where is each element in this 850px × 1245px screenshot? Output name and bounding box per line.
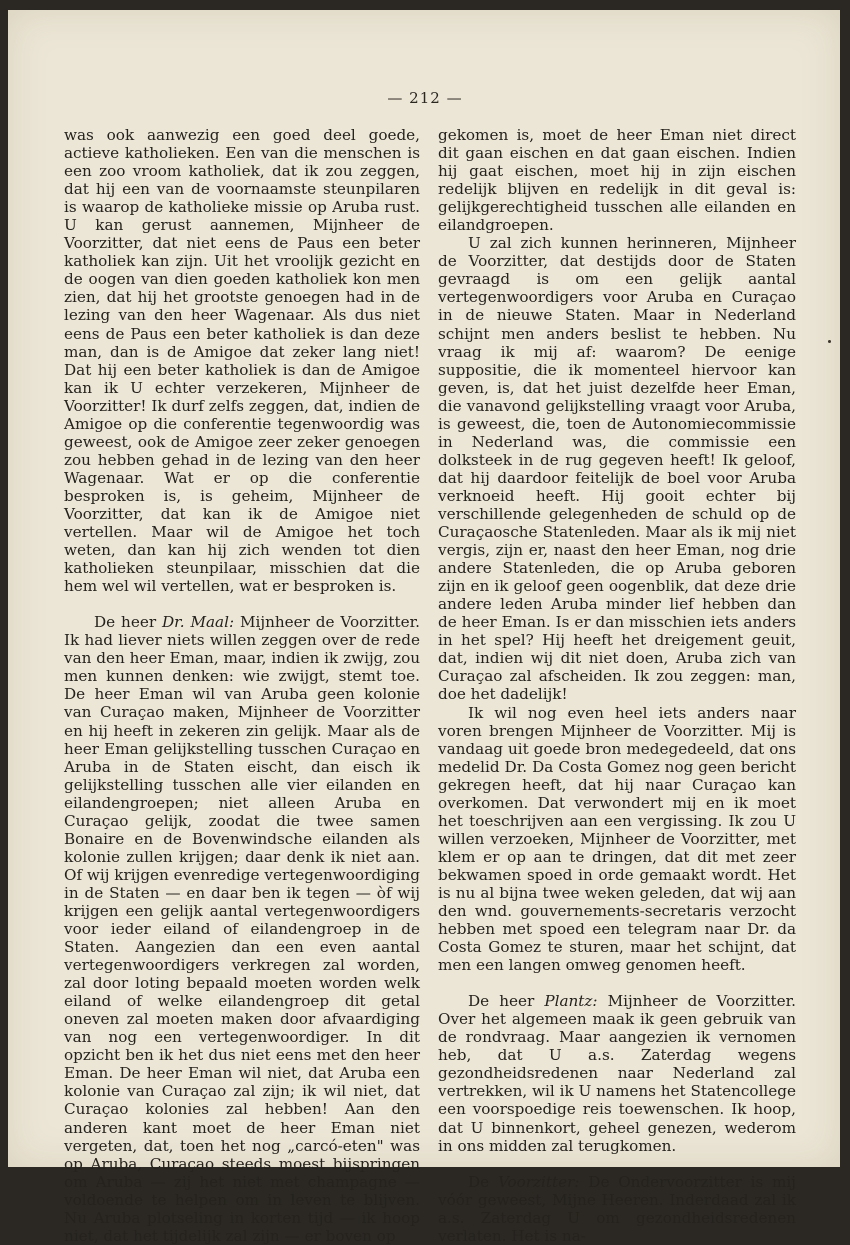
left-column	[64, 126, 420, 1245]
paragraph: gekomen is, moet de heer Eman niet direct dit gaan eischen en dat gaan eischen. Indien hij gaat eischen, moet hij in zijn eischen redelijk blijven en redelijk in dit geval is: gelijkgerechtigheid tusschen alle eilanden en eilandgroepen.	[438, 126, 796, 235]
speaker-name: Voorzitter:	[497, 1172, 580, 1191]
paragraph-dr-maal	[64, 613, 420, 1245]
paragraph-prefix: De	[468, 1172, 498, 1191]
paragraph: Ik wil nog even heel iets anders naar voren brengen Mijnheer de Voorzitter. Mij is vandaag uit goede bron medegedeeld, dat ons medelid Dr. Da Costa Gomez nog geen bericht gekregen heeft, dat hij naar Curaçao kan overkomen. Dat verwondert mij en ik moet het toeschrijven aan een vergissing. Ik zou U willen verzoeken, Mijnheer de Voorzitter, met klem er op aan te dringen, dat dit met zeer bekwamen spoed in orde gemaakt wordt. Het is nu al bijna twee weken geleden, dat wij aan den wnd. gouvernements-secretaris verzocht hebben met spoed een telegram naar Dr. da Costa Gomez te sturen, maar het schijnt, dat men een langen omweg genomen heeft.	[438, 703, 796, 975]
speaker-name: Dr. Maal:	[161, 613, 235, 632]
paragraph-text: Mijnheer de Voorzitter. Over het algemeen maak ik geen gebruik van de rondvraag. Maar aangezien ik vernomen heb, dat U a.s. Zaterdag wegens gezondheidsredenen naar Nederland zal vertrekken, wil ik U namens het Statencollege een voorspoedige reis toewenschen. Ik hoop, dat U binnenkort, geheel genezen, wederom in ons midden zal terugkomen.	[438, 992, 797, 1155]
paragraph: U zal zich kunnen herinneren, Mijnheer de Voorzitter, dat destijds door de Staten gevraagd is om een gelijk aantal vertegenwoordigers voor Aruba en Curaçao in de nieuwe Staten. Maar in Nederland schijnt men anders beslist te hebben. Nu vraag ik mij af: waarom? De eenige suppositie, die ik momenteel hiervoor kan geven, is, dat het juist dezelfde heer Eman, die vanavond gelijkstelling vraagt voor Aruba, is geweest, die, toen de Autonomiecommissie in Nederland was, die commissie een dolksteek in de rug gegeven heeft! Ik geloof, dat hij daardoor feitelijk de boel voor Aruba verknoeid heeft. Hij gooit echter bij verschillende gelegenheden de schuld op de Curaçaosche Statenleden. Maar als ik mij niet vergis, zijn er, naast den heer Eman, nog drie andere Statenleden, die op Aruba geboren zijn en ik geloof geen oogenblik, dat deze drie andere leden Aruba minder lief hebben dan de heer Eman. Is er dan misschien iets anders in het spel? Hij heeft het dreigement geuit, dat, indien wij dit niet doen, Aruba zich van Curaçao zal afscheiden. Ik zou zeggen: man, doe het dadelijk!	[438, 234, 796, 704]
paragraph-text: De Ondervoorzitter is mij vóór geweest, Mijne Heeren. Inderdaad zal ik a.s. Zaterdag U om gezondheidsredenen verlaten. Het is na-	[438, 1172, 796, 1245]
paragraph-prefix: De heer	[94, 613, 162, 632]
paragraph-voorzitter	[438, 1173, 796, 1245]
paragraph-prefix: De heer	[468, 992, 545, 1011]
speaker-name: Plantz:	[544, 992, 598, 1011]
paragraph-plantz	[438, 992, 796, 1154]
right-column	[438, 126, 796, 1245]
paragraph-text: Mijnheer de Voorzitter. Ik had liever niets willen zeggen over de rede van den heer Eman, maar, indien ik zwijg, zou men kunnen denken: wie zwijgt, stemt toe. De heer Eman wil van Aruba geen kolonie van Curaçao maken, Mijnheer de Voorzitter en hij heeft in zekeren zin gelijk. Maar als de heer Eman gelijkstelling tusschen Curaçao en Aruba in de Staten eischt, dan eisch ik gelijkstelling tusschen alle vier eilanden en eilandengroepen; niet alleen Aruba en Curaçao gelijk, zoodat die twee samen Bonaire en de Bovenwindsche eilanden als kolonie zullen krijgen; daar denk ik niet aan. Of wij krijgen evenredige vertegenwoordiging in de Staten — en daar ben ik tegen — òf wij krijgen een gelijk aantal vertegenwoordigers voor ieder eiland of eilandengroep in de Staten. Aangezien dan een even aantal vertegenwoordigers verkregen zal worden, zal door loting bepaald moeten worden welk eiland of welke eilandengroep dit getal oneven zal moeten maken door afvaardiging van nog een vertegenwoordiger. In dit opzicht ben ik het dus niet eens met den heer Eman. De heer Eman wil niet, dat Aruba een kolonie van Curaçao zal zijn; ik wil niet, dat Curaçao kolonies zal hebben! Aan den anderen kant moet de heer Eman niet vergeten, dat, toen het nog „carcó-eten" was op Aruba, Curaçao steeds moest bijspringen om Aruba — zij het niet met champagne — voldoende te helpen om in leven te blijven. Nu Aruba plotseling in korten tijd — ik hoop niet, dat het tijdelijk zal zijn — er boven op	[64, 613, 420, 1245]
paper-speck	[828, 340, 831, 343]
page-number: — 212 —	[387, 89, 463, 107]
paragraph: was ook aanwezig een goed deel goede, actieve katholieken. Een van die menschen is een zoo vroom katholiek, dat ik zou zeggen, dat hij een van de voornaamste steunpilaren is waarop de katholieke missie op Aruba rust. U kan gerust aannemen, Mijnheer de Voorzitter, dat niet eens de Paus een beter katholiek kan zijn. Uit het vroolijk gezicht en de oogen van dien goeden katholiek kon men zien, dat hij het grootste genoegen had in de lezing van den heer Wagenaar. Als dus niet eens de Paus een beter katholiek is dan deze man, dan is de Amigoe dat zeker lang niet! Dat hij een beter katholiek is dan de Amigoe kan ik U echter verzekeren, Mijnheer de Voorzitter! Ik durf zelfs zeggen, dat, indien de Amigoe op die conferentie tegenwoordig was geweest, ook de Amigoe zeer zeker genoegen zou hebben gehad in de lezing van den heer Wagenaar. Wat er op die conferentie besproken is, is geheim, Mijnheer de Voorzitter, dat kan ik de Amigoe niet vertellen. Maar wil de Amigoe het toch weten, dan kan hij zich wenden tot dien katholieken steunpilaar, misschien dat die hem wel wil vertellen, wat er besproken is.	[64, 126, 420, 596]
